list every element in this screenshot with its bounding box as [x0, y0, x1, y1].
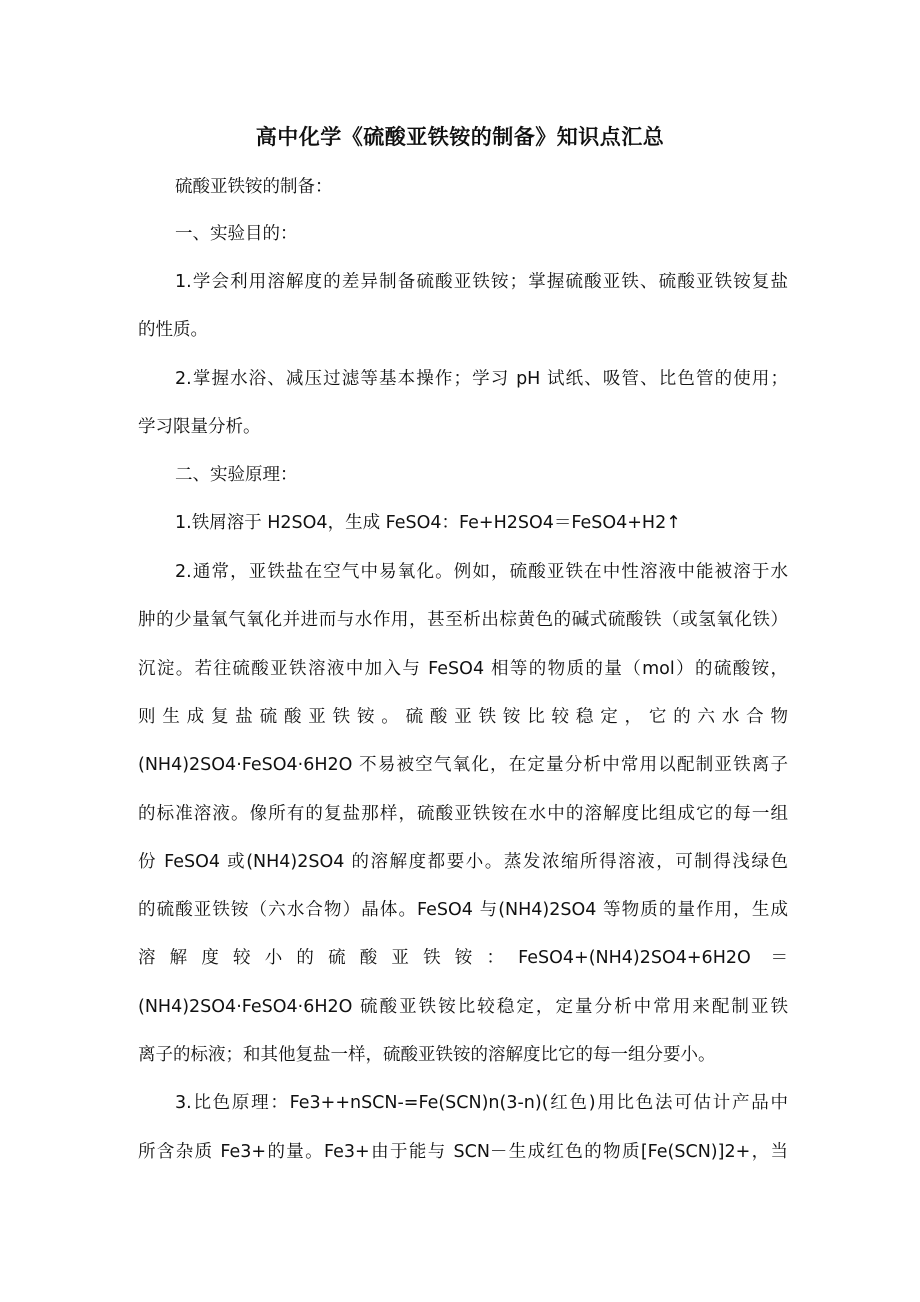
paragraph-line: (NH4)2SO4·FeSO4·6H2O 硫酸亚铁铵比较稳定，定量分析中常用来配制亚铁 [138, 997, 788, 1017]
paragraph-line: 的性质。 [138, 320, 208, 340]
section-heading-purpose: 一、实验目的： [175, 224, 298, 244]
paragraph-line: 1.铁屑溶于 H2SO4，生成 FeSO4：Fe+H2SO4＝FeSO4+H2↑ [175, 513, 681, 533]
paragraph-line: 1.学会利用溶解度的差异制备硫酸亚铁铵；掌握硫酸亚铁、硫酸亚铁铵复盐 [175, 272, 788, 292]
paragraph-line: 肿的少量氧气氧化并进而与水作用，甚至析出棕黄色的碱式硫酸铁（或氢氧化铁） [138, 610, 788, 630]
paragraph-line: 溶解度较小的硫酸亚铁铵：FeSO4+(NH4)2SO4+6H2O ＝ [138, 948, 788, 968]
paragraph-line: 学习限量分析。 [138, 417, 261, 437]
paragraph-line: 则生成复盐硫酸亚铁铵。硫酸亚铁铵比较稳定，它的六水合物 [138, 707, 788, 727]
paragraph-line: 离子的标液；和其他复盐一样，硫酸亚铁铵的溶解度比它的每一组分要小。 [138, 1045, 716, 1065]
paragraph-line: 所含杂质 Fe3+的量。Fe3+由于能与 SCN－生成红色的物质[Fe(SCN)]2+，当 [138, 1142, 788, 1162]
paragraph-line: 2.通常，亚铁盐在空气中易氧化。例如，硫酸亚铁在中性溶液中能被溶于水 [175, 562, 788, 582]
paragraph-line: 3.比色原理：Fe3++nSCN-=Fe(SCN)n(3-n)(红色)用比色法可估计产品中 [175, 1093, 788, 1113]
paragraph-line: (NH4)2SO4·FeSO4·6H2O 不易被空气氧化，在定量分析中常用以配制亚铁离子 [138, 755, 788, 775]
paragraph-line: 份 FeSO4 或(NH4)2SO4 的溶解度都要小。蒸发浓缩所得溶液，可制得浅绿色 [138, 852, 788, 872]
section-heading-preparation: 硫酸亚铁铵的制备： [175, 177, 333, 197]
document-title: 高中化学《硫酸亚铁铵的制备》知识点汇总 [255, 125, 665, 149]
section-heading-principle: 二、实验原理： [175, 465, 298, 485]
paragraph-line: 沉淀。若往硫酸亚铁溶液中加入与 FeSO4 相等的物质的量（mol）的硫酸铵， [138, 659, 788, 679]
paragraph-line: 的标准溶液。像所有的复盐那样，硫酸亚铁铵在水中的溶解度比组成它的每一组 [138, 804, 788, 824]
paragraph-line: 2.掌握水浴、减压过滤等基本操作；学习 pH 试纸、吸管、比色管的使用； [175, 369, 788, 389]
paragraph-line: 的硫酸亚铁铵（六水合物）晶体。FeSO4 与(NH4)2SO4 等物质的量作用，生成 [138, 900, 788, 920]
